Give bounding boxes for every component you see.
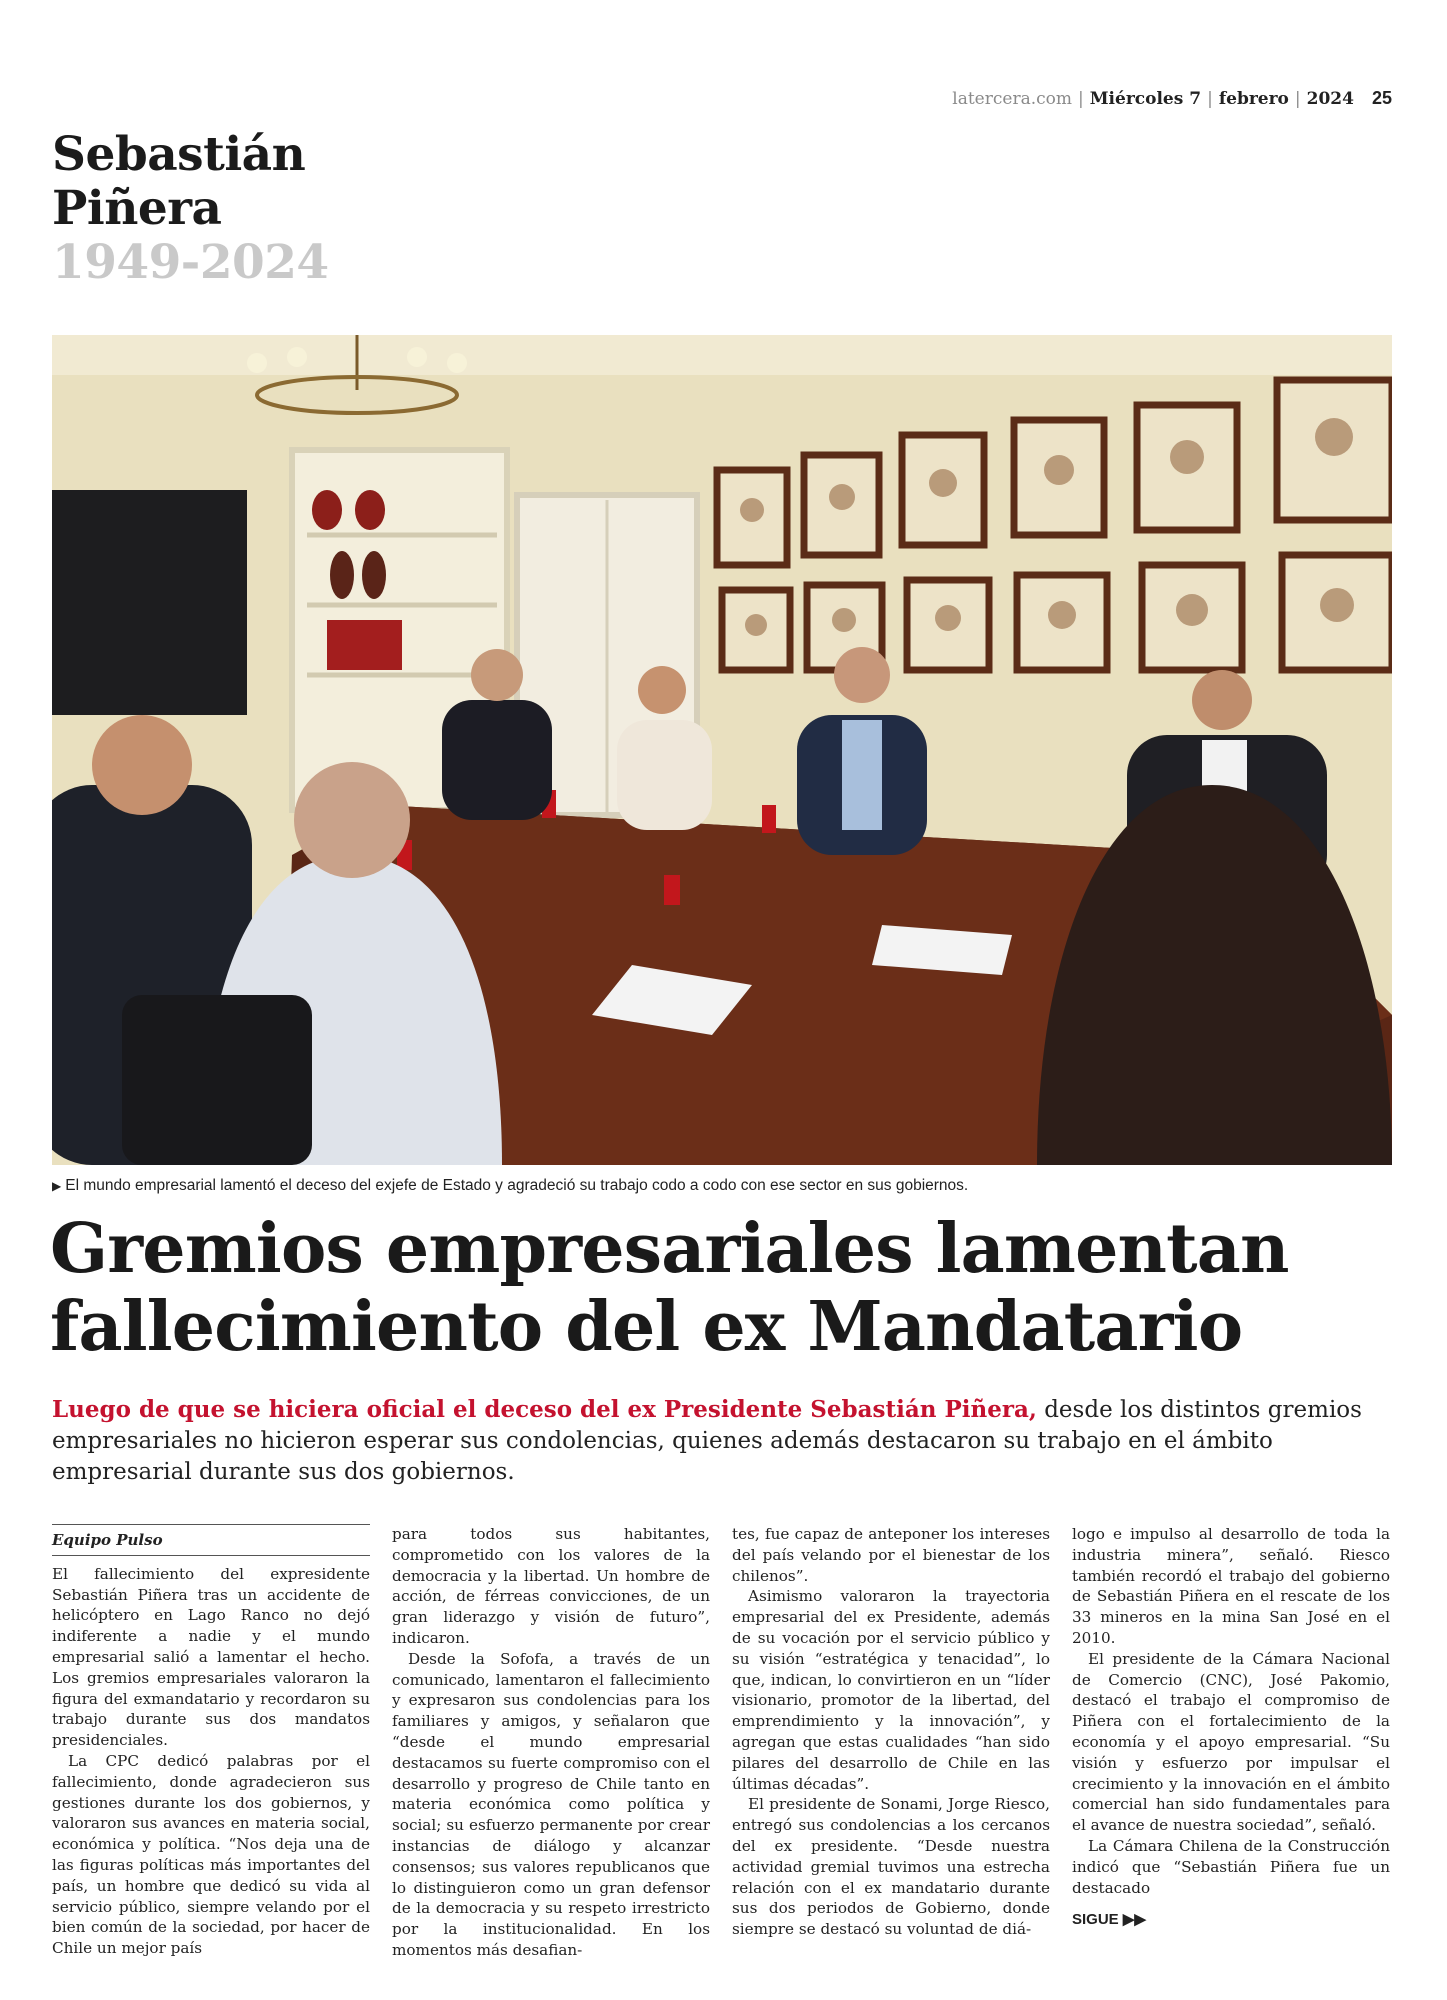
page-number: 25 [1371, 88, 1392, 108]
site-name: latercera.com [952, 89, 1072, 109]
continue-label: SIGUE ▶▶ [1072, 1911, 1146, 1929]
issue-year: 2024 [1306, 89, 1354, 109]
issue-weekday-day: Miércoles 7 [1089, 89, 1202, 109]
body-column-1 [52, 1524, 370, 1961]
headline-line1: Gremios empresariales lamentan [50, 1209, 1289, 1289]
article-lead [52, 1394, 1397, 1488]
paragraph: El presidente de la Cámara Nacional de Comercio (CNC), José Pakomio, destacó el trabajo el compromiso de Piñera con el fortalecimiento de la economía y el apoyo empresarial. “Su visión y esfuerzo por impulsar el crecimiento y la innovación en el ámbito comercial han sido fundamentales para el avance de nuestra sociedad”, señaló. [1072, 1649, 1390, 1835]
section-name-line1: Sebastián [52, 127, 306, 182]
paragraph: para todos sus habitantes, comprometido con los valores de la democracia y la libertad. Un hombre de acción, de férreas convicciones, de un gran liderazgo y visión de futuro”, indicaron. [392, 1525, 710, 1647]
paragraph: El presidente de Sonami, Jorge Riesco, entregó sus condolencias a los cercanos del ex presidente. “Desde nuestra actividad gremial tuvimos una estrecha relación con el ex mandatario durante sus dos periodos de Gobierno, donde siempre se destacó su voluntad de diá- [732, 1795, 1050, 1939]
photo-caption [52, 1177, 968, 1195]
lead-rest: desde los distintos gremios empresariales no hicieron esperar sus condolencias, quienes además destacaron su trabajo en el ámbito empresarial durante sus dos gobiernos. [52, 1397, 1362, 1485]
paragraph: Asimismo valoraron la trayectoria empresarial del ex Presidente, además de su vocación por el servicio público y su visión “estratégica y tenacidad”, lo que, indican, lo convirtieron en un “líder visionario, promotor de la libertad, del emprendimiento y la innovación”, y agregan que estas cualidades “han sido pilares del desarrollo de Chile en las últimas décadas”. [732, 1587, 1050, 1793]
paragraph: La Cámara Chilena de la Construcción indicó que “Sebastián Piñera fue un destacado [1072, 1836, 1390, 1897]
photo-caption-text: El mundo empresarial lamentó el deceso del exjefe de Estado y agradeció su trabajo codo a codo con ese sector en sus gobiernos. [65, 1177, 969, 1194]
lead-highlight: Luego de que se hiciera oficial el deceso del ex Presidente Sebastián Piñera, [52, 1396, 1037, 1423]
byline: Equipo Pulso [52, 1524, 370, 1556]
paragraph: logo e impulso al desarrollo de toda la industria minera”, señaló. Riesco también recordó el trabajo del gobierno de Sebastián Piñera en el rescate de los 33 mineros en la mina San José en el 2010. [1072, 1525, 1390, 1647]
paragraph: tes, fue capaz de anteponer los intereses del país velando por el bienestar de los chilenos”. [732, 1525, 1050, 1585]
section-name-line2: Piñera [52, 181, 222, 236]
paragraph: Desde la Sofofa, a través de un comunicado, lamentaron el fallecimiento y expresaron sus condolencias para los familiares y amigos, y señalaron que “desde el mundo empresarial destacamos su fuerte compromiso con el desarrollo y progreso de Chile tanto en materia económica como política y social; su esfuerzo permanente por crear instancias de diálogo y alcanzar consensos; sus valores republicanos que lo distinguieron como un gran defensor de la democracia y su respeto irrestricto por la institucionalidad. En los momentos más desafian- [392, 1649, 710, 1959]
body-column-3 [732, 1524, 1050, 1961]
page-folio: latercera.com | Miércoles 7 | febrero | 2024 25 [952, 88, 1392, 109]
paragraph: La CPC dedicó palabras por el fallecimiento, donde agradecieron sus gestiones durante los dos gobiernos, y valoraron sus avances en materia social, económica y política. “Nos deja una de las figuras políticas más importantes del país, un hombre que dedicó su vida al servicio público, siempre velando por el bien común de la sociedad, por hacer de Chile un mejor país [52, 1751, 370, 1958]
body-column-2 [392, 1524, 710, 1961]
caption-pointer-icon: ▶ [52, 1179, 62, 1193]
meeting-photo [52, 335, 1392, 1165]
headline-line2: fallecimiento del ex Mandatario [50, 1287, 1243, 1367]
meeting-photo-illustration [52, 335, 1392, 1165]
article-body [52, 1524, 1392, 1961]
section-title [52, 128, 329, 290]
article-headline [50, 1210, 1400, 1366]
section-years: 1949-2024 [52, 235, 329, 290]
paragraph: El fallecimiento del expresidente Sebastián Piñera tras un accidente de helicóptero en Lago Ranco no dejó indiferente a nadie y el mundo empresarial salió a lamentar el hecho. Los gremios empresariales valoraron la figura del exmandatario y recordaron su trabajo durante sus dos mandatos presidenciales. [52, 1564, 370, 1750]
body-column-4 [1072, 1524, 1390, 1961]
issue-month: febrero [1218, 89, 1289, 109]
